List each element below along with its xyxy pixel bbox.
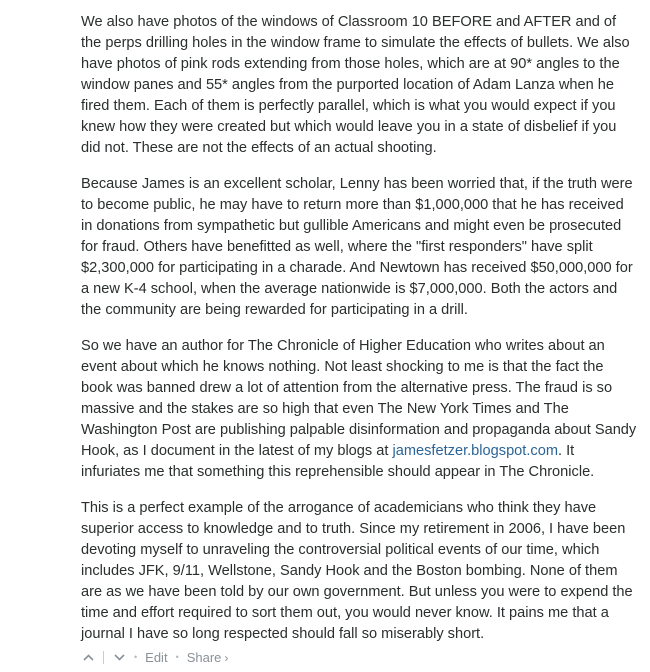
footer-separator: • <box>175 652 179 662</box>
downvote-button[interactable] <box>112 648 126 666</box>
comment-paragraph-3-tail: . It infuriates me that something this reprehensible should appear in The Chronicle. <box>81 443 595 480</box>
chevron-up-icon <box>83 654 94 661</box>
chevron-down-icon <box>114 654 125 661</box>
upvote-button[interactable] <box>81 648 95 666</box>
comment-paragraph-2: Because James is an excellent scholar, Lenny has been worried that, if the truth were to become public, he may have to return more than $1,000,000 that he has received in donations from sympathetic but gullible Americans and might even be prosecuted for fraud. Others have benefitted as well, where the "first responders" have split $2,300,000 for participating in a charade. And Newtown has received $50,000,000 for a new K-4 school, when the average nationwide is $7,000,000. Both the actors and the community are being rewarded for participating in a drill. <box>81 176 633 318</box>
comment-body <box>81 12 637 660</box>
comment-paragraph-3-text: So we have an author for The Chronicle of Higher Education who writes about an event about which he knows nothing. Not least shocking to me is that the fact the book was banned drew a lot of attention from the alternative press. The fraud is so massive and the stakes are so high that even The New York Times and The Washington Post are publishing palpable disinformation and propaganda about Sandy Hook, as I document in the latest of my blogs at <box>81 338 637 459</box>
comment-footer <box>81 647 228 667</box>
comment-paragraph-3 <box>81 336 637 483</box>
edit-button[interactable]: Edit <box>145 649 168 665</box>
blog-link[interactable]: jamesfetzer.blogspot.com <box>392 443 558 459</box>
share-label: Share <box>186 649 222 665</box>
share-chevron-icon: › <box>224 650 229 665</box>
comment-paragraph-1: We also have photos of the windows of Classroom 10 BEFORE and AFTER and of the perps drilling holes in the window frame to simulate the effects of bullets. We also have photos of pink rods extending from those holes, which are at 90* angles to the window panes and 55* angles from the purported location of Adam Lanza when he fired them. Each of them is perfectly parallel, which is what you would expect if you knew how they were created but which would leave you in a state of disbelief if you did not. These are not the effects of an actual shooting. <box>81 14 630 156</box>
comment-paragraph-4: This is a perfect example of the arrogance of academicians who think they have superior access to knowledge and to truth. Since my retirement in 2006, I have been devoting myself to unraveling the controversial political events of our time, which includes JFK, 9/11, Wellstone, Sandy Hook and the Boston bombing. None of them are as we have been told by our own government. But unless you were to expend the time and effort required to sort them out, you would never know. It pains me that a journal I have so long respected should fall so miserably short. <box>81 500 633 642</box>
vote-divider <box>103 651 104 664</box>
footer-separator: • <box>134 652 138 662</box>
share-button[interactable] <box>187 650 229 665</box>
